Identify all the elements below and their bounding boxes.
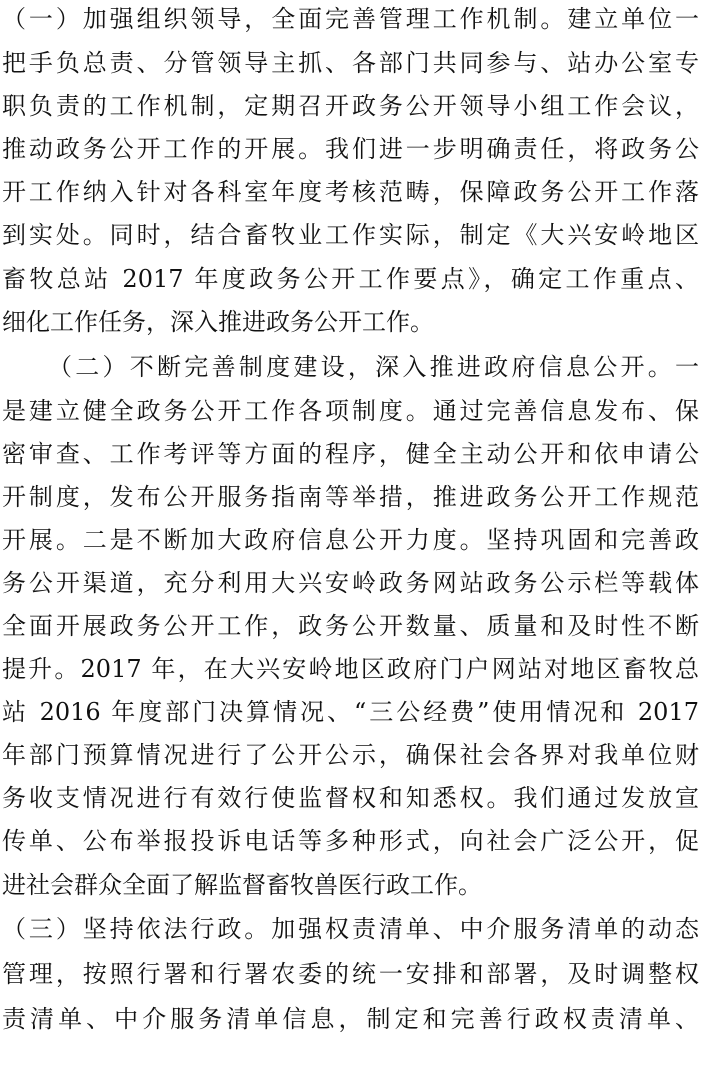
text-line: （一）加强组织领导，全面完善管理工作机制。建立单位一	[2, 5, 699, 33]
text-line: 传单、公布举报投诉电话等多种形式，向社会广泛公开，促	[2, 827, 699, 855]
text-line: 务公开渠道，充分利用大兴安岭政务网站政务公示栏等载体	[2, 569, 699, 597]
text-line: 到实处。同时，结合畜牧业工作实际，制定《大兴安岭地区	[2, 221, 699, 249]
text-line: 畜牧总站 2017 年度政务公开工作要点》，确定工作重点、	[2, 265, 699, 293]
text-line: 推动政务公开工作的开展。我们进一步明确责任，将政务公	[2, 135, 699, 163]
text-line: 站 2016 年度部门决算情况、“三公经费”使用情况和 2017	[2, 698, 699, 726]
text-line: 密审查、工作考评等方面的程序，健全主动公开和依申请公	[2, 440, 699, 468]
text-line: 细化工作任务，深入推进政务公开工作。	[2, 308, 434, 336]
text-line: 进社会群众全面了解监督畜牧兽医行政工作。	[2, 871, 482, 899]
text-line: 开展。二是不断加大政府信息公开力度。坚持巩固和完善政	[2, 526, 699, 554]
text-line: 务收支情况进行有效行使监督权和知悉权。我们通过发放宣	[2, 784, 699, 812]
text-line: 开工作纳入针对各科室年度考核范畴，保障政务公开工作落	[2, 178, 699, 206]
text-line: 责清单、中介服务清单信息，制定和完善行政权责清单、	[2, 1005, 699, 1033]
text-line: 年部门预算情况进行了公开公示，确保社会各界对我单位财	[2, 741, 699, 769]
text-line: 全面开展政务公开工作，政务公开数量、质量和及时性不断	[2, 612, 699, 640]
text-line: 提升。2017 年，在大兴安岭地区政府门户网站对地区畜牧总	[2, 655, 699, 683]
text-line: 开制度，发布公开服务指南等举措，推进政务公开工作规范	[2, 483, 699, 511]
paragraph-heading-line: （三）坚持依法行政。加强权责清单、中介服务清单的动态	[2, 915, 699, 943]
text-line: 是建立健全政务公开工作各项制度。通过完善信息发布、保	[2, 397, 699, 425]
text-line: 职负责的工作机制，定期召开政务公开领导小组工作会议，	[2, 92, 699, 120]
paragraph-heading-line: （二）不断完善制度建设，深入推进政府信息公开。一	[48, 353, 699, 381]
text-line: 管理，按照行署和行署农委的统一安排和部署，及时调整权	[2, 960, 699, 988]
text-line: 把手负总责、分管领导主抓、各部门共同参与、站办公室专	[2, 49, 699, 77]
